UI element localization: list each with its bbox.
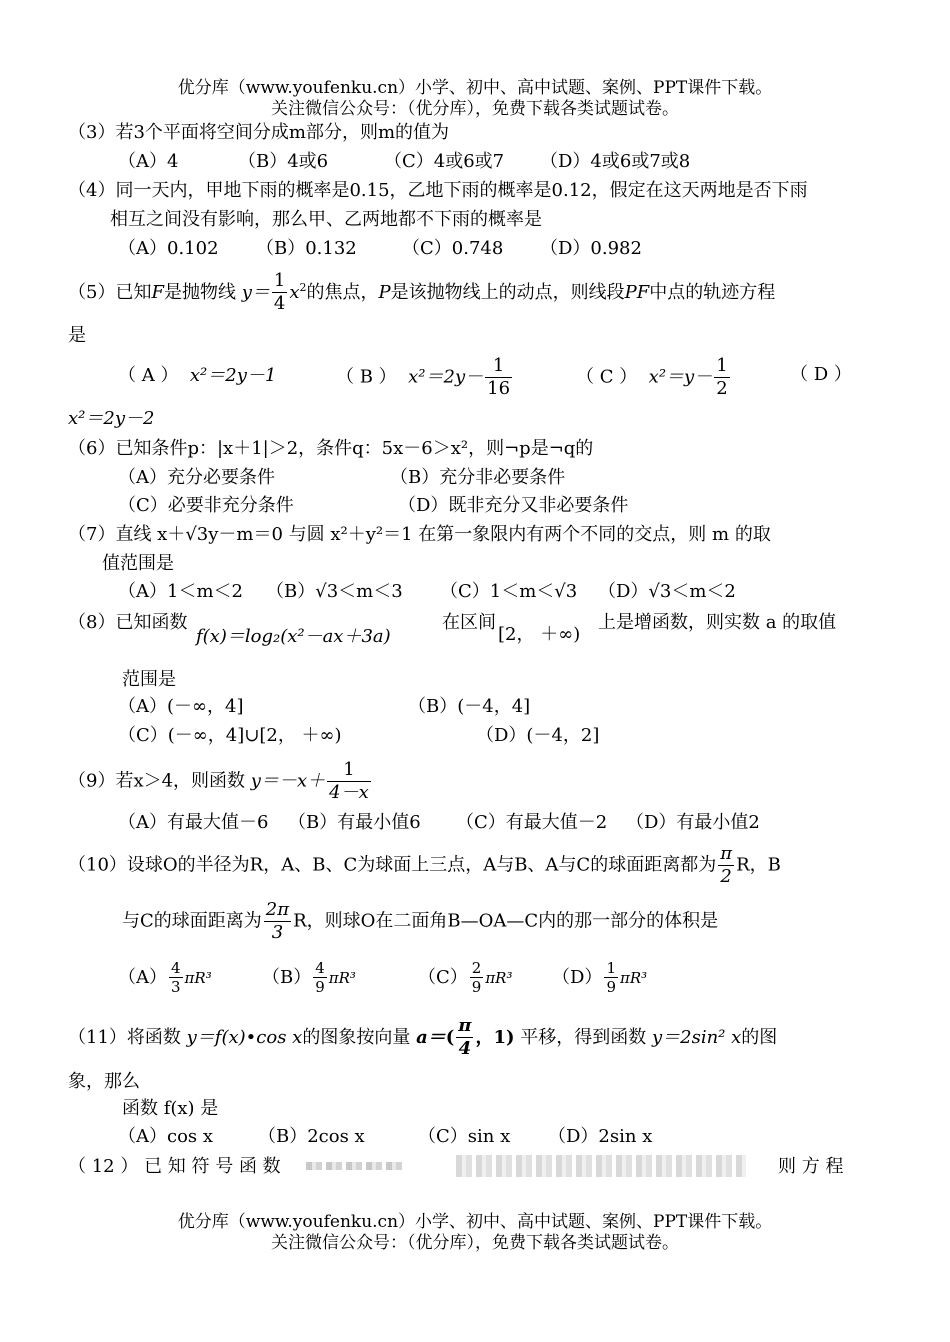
q11-option-c: （C）sin x (418, 1126, 511, 1147)
q11-option-d: （D）2sin x (548, 1126, 653, 1147)
q5-stem-line2: 是 (68, 325, 86, 346)
q4-stem-line2: 相互之间没有影响，那么甲、乙两地都不下雨的概率是 (110, 209, 542, 230)
q8-option-b: （B）(－4，4] (408, 696, 531, 717)
q5-option-d-label: （ D ） (790, 364, 852, 385)
q8-function: f(x)＝log₂(x²－ax＋3a) (196, 626, 391, 647)
q5-stem: （5）已知F是抛物线 y＝ $\frac{1}{4}$ $x^2$的焦点，P是该抛物线上的动点，则线段PF中点的轨迹方程 (68, 270, 776, 315)
q7-option-d: （D）√3＜m＜2 (598, 581, 736, 602)
q6-stem: （6）已知条件p：|x＋1|＞2，条件q：5x－6＞x²，则¬p是¬q的 (68, 438, 594, 459)
q9-option-c: （C）有最大值－2 (456, 812, 608, 833)
q9-option-b: （B）有最小值6 (288, 812, 421, 833)
q5-option-b: （ B ） x²＝2y－ $\frac{1}{16}$ (336, 355, 511, 399)
q6-option-a: （A）充分必要条件 (118, 467, 275, 488)
q8-stem-pre: （8）已知函数 (68, 612, 188, 633)
footer-line-1: 优分库（www.youfenku.cn）小学、初中、高中试题、案例、PPT课件下载。 (177, 1212, 773, 1232)
footer-line-2: 关注微信公众号：（优分库），免费下载各类试题试卷。 (271, 1233, 679, 1253)
q8-interval: [2， ＋∞) (498, 624, 581, 645)
q6-option-b: （B）充分非必要条件 (390, 467, 566, 488)
q3-option-b: （B）4或6 (238, 151, 329, 172)
q10-option-c: （C） $\frac{2}{9}$ πR³ (418, 958, 513, 997)
q10-option-d: （D） $\frac{1}{9}$ πR³ (552, 958, 648, 997)
q10-stem-line1: （10）设球O的半径为R，A、B、C为球面上三点，A与B、A与C的球面距离都为 $\frac{\pi}{2}$ R，B (68, 843, 781, 887)
q11-stem: （11）将函数 y＝f(x)•cos x的图象按向量 a＝( $\frac{\pi}{4}$ ，1) 平移，得到函数 y＝2sin² x的图 (68, 1015, 778, 1060)
q9-option-a: （A）有最大值－6 (118, 812, 269, 833)
q12-stem-pre: （ 12 ） 已 知 符 号 函 数 (68, 1156, 281, 1177)
q4-option-d: （D）0.982 (540, 238, 642, 259)
q11-stem-line2: 象，那么 (68, 1071, 140, 1092)
q11-option-a: （A）cos x (118, 1126, 214, 1147)
q3-option-d: （D）4或6或7或8 (540, 151, 691, 172)
q8-option-d: （D）(－4，2] (476, 725, 600, 746)
q10-option-b: （B） $\frac{4}{9}$ πR³ (262, 958, 356, 997)
q4-option-a: （A）0.102 (118, 238, 219, 259)
q3-stem: （3）若3个平面将空间分成m部分，则m的值为 (68, 122, 450, 143)
q10-stem-line2: 与C的球面距离为 $\frac{2\pi}{3}$ R，则球O在二面角B—OA—C内的那一部分的体积是 (122, 899, 719, 943)
q6-option-d: （D）既非充分又非必要条件 (398, 495, 629, 516)
q5-option-a: （ A ） x²＝2y－1 (118, 365, 277, 386)
q8-stem-line2: 范围是 (122, 669, 176, 690)
q8-stem-end: 上是增函数，则实数 a 的取值 (598, 612, 837, 633)
q5-option-c: （ C ） x²＝y－ $\frac{1}{2}$ (576, 355, 728, 399)
q5-fraction: $\frac{1}{4}$ (273, 270, 286, 315)
q5-option-d: x²＝2y－2 (68, 408, 155, 429)
header-line-2: 关注微信公众号：（优分库），免费下载各类试题试卷。 (271, 99, 679, 119)
q12-stem-end: 则 方 程 (778, 1156, 844, 1177)
q8-option-a: （A）(－∞，4] (118, 696, 244, 717)
q3-option-c: （C）4或6或7 (384, 151, 505, 172)
q6-option-c: （C）必要非充分条件 (118, 495, 294, 516)
q7-option-a: （A）1＜m＜2 (118, 581, 243, 602)
q12-piecewise-blurred (456, 1155, 746, 1177)
header-line-1: 优分库（www.youfenku.cn）小学、初中、高中试题、案例、PPT课件下载。 (177, 78, 773, 98)
q4-option-c: （C）0.748 (402, 238, 504, 259)
q11-option-b: （B）2cos x (258, 1126, 365, 1147)
q3-option-a: （A）4 (118, 151, 179, 172)
q7-option-b: （B）√3＜m＜3 (266, 581, 403, 602)
q12-formula-blurred (306, 1162, 406, 1170)
q7-stem-line2: 值范围是 (102, 553, 174, 574)
q11-stem-line3: 函数 f(x) 是 (122, 1098, 219, 1119)
q4-stem-line1: （4）同一天内，甲地下雨的概率是0.15，乙地下雨的概率是0.12，假定在这天两地是否下雨 (68, 180, 808, 201)
q4-option-b: （B）0.132 (256, 238, 357, 259)
q7-option-c: （C）1＜m＜√3 (440, 581, 578, 602)
q9-option-d: （D）有最小值2 (626, 812, 760, 833)
q10-option-a: （A） $\frac{4}{3}$ πR³ (118, 958, 212, 997)
q9-stem: （9）若x＞4，则函数 y＝－x＋ $\frac{1}{4-x}$ (68, 759, 369, 803)
q7-stem-line1: （7）直线 x＋√3y－m＝0 与圆 x²＋y²＝1 在第一象限内有两个不同的交点，则 m 的取 (68, 524, 771, 545)
q8-option-c: （C）(－∞，4]∪[2， ＋∞) (118, 725, 342, 746)
q8-stem-mid: 在区间 (442, 612, 496, 633)
